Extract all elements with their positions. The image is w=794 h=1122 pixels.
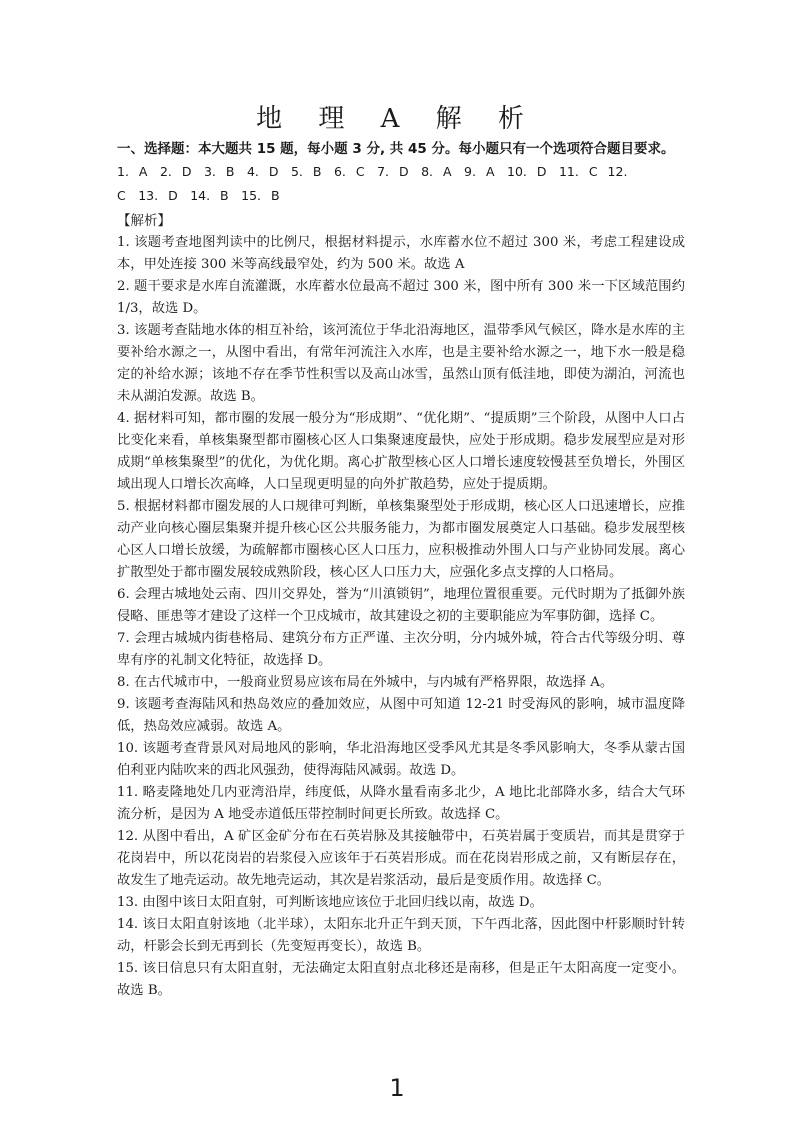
- analysis-item-3: 3. 该题考查陆地水体的相互补给，该河流位于华北沿海地区，温带季风气候区，降水是水库的主要补给水源之一，从图中看出，有常年河流注入水库，也是主要补给水源之一，地下水一般是稳定的补给水源；该地不存在季节性积雪以及高山冰雪，虽然山顶有低洼地，即使为湖泊，河流也未从湖泊发源。故选 B。: [117, 323, 685, 404]
- answer-key-line-2: C 13. D 14. B 15. B: [117, 188, 280, 203]
- analysis-item-10: 10. 该题考查背景风对局地风的影响，华北沿海地区受季风尤其是冬季风影响大，冬季从蒙古国伯利亚内陆吹来的西北风强劲，使得海陆风减弱。故选 D。: [117, 741, 685, 778]
- page-number: 1: [389, 1074, 405, 1102]
- analysis-item-5: 5. 根据材料都市圈发展的人口规律可判断，单核集聚型处于形成期，核心区人口迅速增长，应推动产业向核心圈层集聚并提升核心区公共服务能力，为都市圈发展奠定人口基础。稳步发展型核心区人口增长放缓，为疏解都市圈核心区人口压力，应积极推动外围人口与产业协同发展。离心扩散型处于都市圈发展较成熟阶段，核心区人口压力大，应强化多点支撑的人口格局。: [117, 499, 685, 580]
- analysis-item-12: 12. 从图中看出，A 矿区金矿分布在石英岩脉及其接触带中，石英岩属于变质岩，而其是贯穿于花岗岩中，所以花岗岩的岩浆侵入应该年于石英岩形成。而在花岗岩形成之前，又有断层存在，故发生了地壳运动。故先地壳运动，其次是岩浆活动，最后是变质作用。故选择 C。: [117, 829, 685, 888]
- analysis-item-9: 9. 该题考查海陆风和热岛效应的叠加效应，从图中可知道 12-21 时受海风的影响，城市温度降低，热岛效应减弱。故选 A。: [117, 697, 685, 734]
- analysis-item-2: 2. 题干要求是水库自流灌溉，水库蓄水位最高不超过 300 米，图中所有 300 米一下区域范围约 1/3，故选 D。: [117, 279, 685, 316]
- analysis-item-1: 1. 该题考查地图判读中的比例尺，根据材料提示，水库蓄水位不超过 300 米，考虑工程建设成本，甲处连接 300 米等高线最窄处，约为 500 米。故选 A: [117, 235, 685, 272]
- section-heading: 一、选择题：本大题共 15 题，每小题 3 分, 共 45 分。每小题只有一个选项符合题目要求。: [117, 141, 675, 157]
- analysis-item-15: 15. 该日信息只有太阳直射，无法确定太阳直射点北移还是南移，但是正午太阳高度一定变小。故选 B。: [117, 961, 685, 998]
- analysis-item-8: 8. 在古代城市中，一般商业贸易应该布局在外城中，与内城有严格界限，故选择 A。: [117, 675, 614, 690]
- analysis-item-6: 6. 会理古城地处云南、四川交界处，誉为“川滇锁钥”，地理位置很重要。元代时期为了抵御外族侵略、匪患等才建设了这样一个卫戍城市，故其建设之初的主要职能应为军事防御，选择 C。: [117, 587, 685, 624]
- page-title: 地 理 A 解 析: [256, 104, 538, 134]
- content-body: [117, 138, 685, 1002]
- analysis-item-4: 4. 据材料可知，都市圈的发展一般分为“形成期”、“优化期”、“提质期”三个阶段，从图中人口占比变化来看，单核集聚型都市圈核心区人口集聚速度最快，应处于形成期。稳步发展型应是对形成期“单核集聚型”的优化，为优化期。离心扩散型核心区人口增长速度较慢甚至负增长，外围区域出现人口增长次高峰，人口呈现更明显的向外扩散趋势，应处于提质期。: [117, 411, 685, 492]
- analysis-item-7: 7. 会理古城城内街巷格局、建筑分布方正严谨、主次分明，分内城外城，符合古代等级分明、尊卑有序的礼制文化特征，故选择 D。: [117, 631, 685, 668]
- analysis-item-13: 13. 由图中该日太阳直射，可判断该地应该位于北回归线以南，故选 D。: [117, 895, 543, 910]
- analysis-label: 【解析】: [117, 213, 171, 229]
- analysis-item-14: 14. 该日太阳直射该地（北半球），太阳东北升正午到天顶，下午西北落，因此图中杆影顺时针转动，杆影会长到无再到长（先变短再变长），故选 B。: [117, 917, 685, 954]
- analysis-item-11: 11. 略麦隆地处几内亚湾沿岸，纬度低，从降水量看南多北少，A 地比北部降水多，结合大气环流分析，是因为 A 地受赤道低压带控制时间更长所致。故选择 C。: [117, 785, 685, 822]
- answer-key-line-1: 1. A 2. D 3. B 4. D 5. B 6. C 7. D 8. A 9. A 10. D 11. C 12.: [117, 164, 628, 179]
